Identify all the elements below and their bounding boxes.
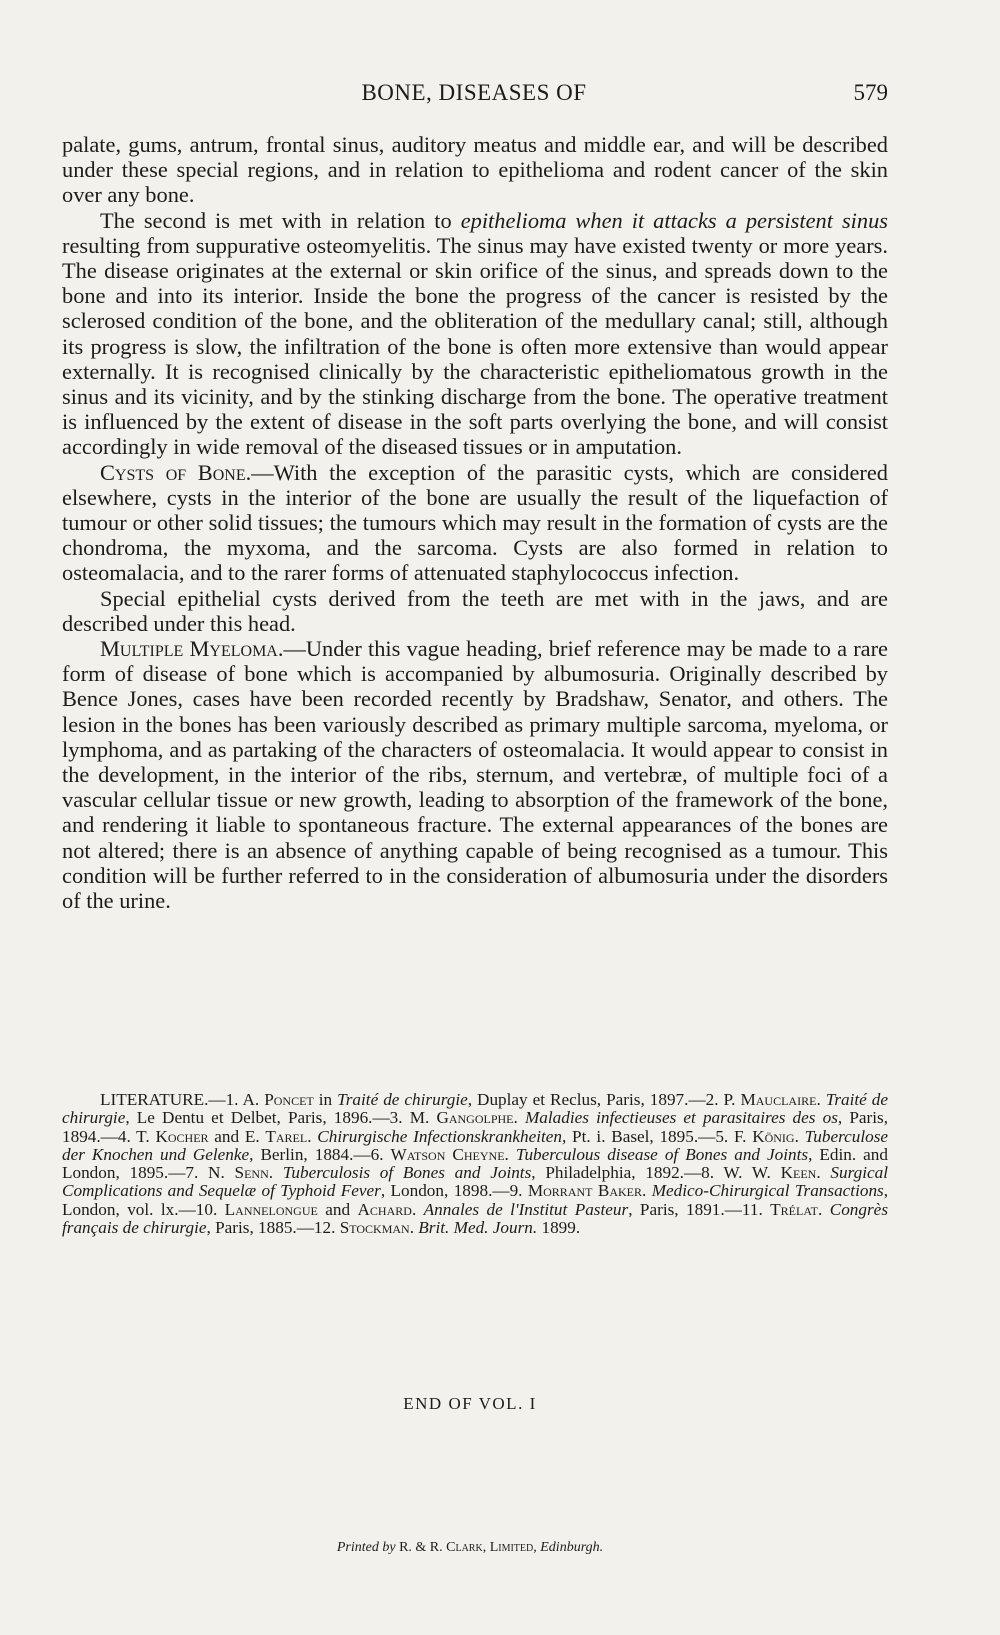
paragraph-multiple-myeloma (62, 636, 888, 913)
reference-text: , Pt. i. Basel, 1895. (562, 1126, 699, 1146)
reference-author: Keen (780, 1163, 817, 1183)
paragraph-text: palate, gums, antrum, frontal sinus, auditory meatus and middle ear, and will be described under these special regions, and in relation to epithelioma and rodent cancer of the skin over any bone. (62, 132, 888, 208)
reference-work: Annales de l'Institut Pasteur (423, 1199, 629, 1219)
reference-text: . (513, 1108, 525, 1128)
reference-text: . (818, 1199, 830, 1219)
reference-text: and (317, 1199, 358, 1219)
body-text (62, 132, 888, 913)
reference-work: Maladies infectieuses et parasitaires des os (524, 1108, 838, 1128)
reference-author: Stockman (339, 1218, 410, 1238)
paragraph-cysts-of-bone (62, 460, 888, 586)
reference-item (101, 1127, 698, 1146)
reference-text: in (313, 1090, 338, 1109)
reference-text: . (794, 1126, 805, 1146)
reference-number: —10. (178, 1199, 225, 1219)
paragraph-text: resulting from suppurative osteomyelitis. The sinus may have existed twenty or more years. The disease originates at the external or skin orifice of the sinus, and spreads down to the bone and into its interior. Inside the bone the progress of the cancer is resisted by the sclerosed condition of the bone, and the obliteration of the medullary canal; still, although its progress is slow, the infiltration of the bone is often more extensive than would appear externally. It is recognised clinically by the characteristic epitheliomatous growth in the sinus and its vicinity, and by the stinking discharge from the bone. The operative treatment is influenced by the extent of disease in the soft parts overlying the bone, and will consist accordingly in wide removal of the diseased tissues or in amputation. (62, 232, 888, 460)
printer-imprint (0, 1540, 940, 1556)
reference-text: . (816, 1090, 826, 1109)
reference-author: König (752, 1126, 795, 1146)
reference-author: Watson Cheyne (390, 1144, 505, 1164)
reference-author: Morrant Baker (527, 1181, 643, 1201)
reference-number: —6. (353, 1144, 391, 1164)
section-heading: Cysts of Bone. (100, 459, 252, 485)
reference-text: , Paris, 1894. (62, 1108, 889, 1146)
reference-text: , Berlin, 1884. (249, 1144, 354, 1164)
reference-work: Tuberculose der Knochen und Gelenke (62, 1126, 889, 1164)
reference-text: , London, 1898. (380, 1181, 493, 1201)
reference-author: Gangolphe (436, 1108, 514, 1128)
paragraph-text: Special epithelial cysts derived from the teeth are met with in the jaws, and are described under this head. (62, 585, 888, 636)
reference-work: Surgical Complications and Sequelæ of Typhoid Fever (62, 1163, 889, 1201)
reference-number: —5. F. (698, 1126, 753, 1146)
reference-text: . (816, 1163, 831, 1183)
reference-number: —2. P. (688, 1090, 741, 1109)
reference-number: —1. A. (208, 1090, 265, 1109)
italic-term: epithelioma when it attacks a persistent sinus (460, 207, 888, 233)
reference-text: . (307, 1126, 318, 1146)
reference-author: Tarel (265, 1126, 308, 1146)
reference-text: 1899. (537, 1218, 581, 1238)
paragraph-epithelial-cysts (62, 586, 888, 636)
reference-number: —7. N. (168, 1163, 235, 1183)
reference-work: Tuberculosis of Bones and Joints (282, 1163, 532, 1183)
reference-number: —3. M. (372, 1108, 437, 1128)
reference-text: . (268, 1163, 283, 1183)
reference-work: Traité de chirurgie (337, 1090, 468, 1109)
reference-number: —9. (492, 1181, 528, 1201)
running-title: BONE, DISEASES OF (361, 80, 587, 105)
reference-number: —4. T. (100, 1126, 156, 1146)
section-heading: Multiple Myeloma. (100, 636, 284, 662)
reference-text: and E. (208, 1126, 266, 1146)
reference-number: —12. (296, 1218, 340, 1238)
reference-work: Chirurgische Infectionskrankheiten (317, 1126, 563, 1146)
paragraph-text: The second is met with in relation to (100, 207, 461, 233)
reference-text: . (504, 1144, 516, 1164)
reference-text: . (409, 1218, 419, 1238)
reference-list (62, 1090, 888, 1237)
running-head (60, 80, 888, 112)
literature-section (62, 1091, 888, 1237)
reference-text: , Le Dentu et Delbet, Paris, 1896. (125, 1108, 373, 1128)
reference-item (297, 1218, 580, 1237)
reference-text: , Philadelphia, 1892. (531, 1163, 684, 1183)
reference-text: , Paris, 1891. (628, 1199, 725, 1219)
paragraph-epithelioma (62, 208, 888, 460)
reference-work: Brit. Med. Journ. (418, 1218, 538, 1238)
paragraph-text: —With the exception of the parasitic cysts, which are considered elsewhere, cysts in the interior of the bone are usually the result of the liquefaction of tumour or other solid tissues; the tumours which may result in the formation of cysts are the chondroma, the myxoma, and the sarcoma. Cysts are also formed in relation to osteomalacia, and to the rarer forms of attenuated staphylococcus infection. (62, 459, 888, 586)
reference-number: —8. W. W. (683, 1163, 781, 1183)
reference-author: Poncet (264, 1090, 314, 1109)
reference-work: Medico-Chirurgical Transactions (651, 1181, 884, 1201)
reference-author: Mauclaire (740, 1090, 817, 1109)
page-number: 579 (853, 80, 888, 105)
reference-text: , Edin. and London, 1895. (62, 1144, 888, 1183)
reference-work: Traité de chirurgie (62, 1090, 889, 1128)
reference-item (179, 1200, 725, 1219)
printed-by: Printed by (336, 1540, 396, 1555)
reference-item (208, 1090, 688, 1109)
paragraph-text: —Under this vague heading, brief reference may be made to a rare form of disease of bone which is accompanied by albumosuria. Originally described by Bence Jones, cases have been recorded recently by Bradshaw, Senator, and others. The lesion in the bones has been variously described as primary multiple sarcoma, myeloma, or lymphoma, and as partaking of the characters of osteomalacia. It would appear to consist in the development, in the interior of the ribs, sternum, and vertebræ, of multiple foci of a vascular cellular tissue or new growth, leading to absorption of the framework of the bone, and rendering it liable to spontaneous fracture. The external appearances of the bones are not altered; there is an absence of anything capable of being recognised as a tumour. This condition will be further referred to in the consideration of albumosuria under the disorders of the urine. (62, 636, 888, 914)
reference-author: Lannelongue (224, 1199, 318, 1219)
reference-text: . (642, 1181, 652, 1201)
reference-item (168, 1163, 684, 1182)
reference-text: , Paris, 1885. (206, 1218, 297, 1238)
reference-number: —11. (724, 1199, 771, 1219)
reference-author: Kocher (155, 1126, 209, 1146)
reference-work: Tuberculous disease of Bones and Joints (515, 1144, 809, 1164)
printer-place: Edinburgh. (540, 1540, 604, 1555)
reference-work: Congrès français de chirurgie (62, 1199, 889, 1238)
reference-author: Achard (357, 1199, 412, 1219)
reference-text: . (411, 1199, 424, 1219)
reference-author: Senn (234, 1163, 269, 1183)
reference-author: Trélat (770, 1199, 819, 1219)
end-of-volume: END OF VOL. I (403, 1394, 537, 1413)
literature-label: LITERATURE. (100, 1090, 209, 1109)
paragraph-continued (62, 132, 888, 208)
reference-text: , Duplay et Reclus, Paris, 1897. (467, 1090, 689, 1109)
reference-text: , London, vol. lx. (62, 1181, 889, 1219)
printer-name: R. & R. Clark, Limited, (399, 1540, 537, 1555)
